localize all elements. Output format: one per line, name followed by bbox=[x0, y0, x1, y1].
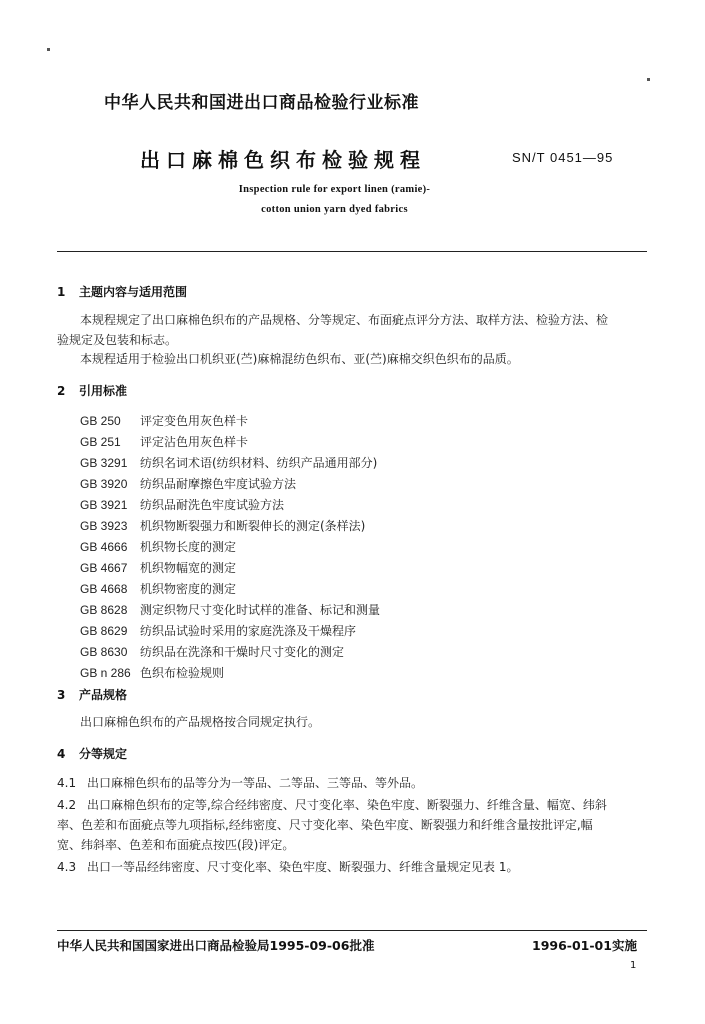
section-title: 分等规定 bbox=[79, 747, 128, 761]
reference-name: 纺织品在洗涤和干燥时尺寸变化的测定 bbox=[140, 645, 345, 659]
reference-code: GB 3921 bbox=[80, 498, 128, 512]
section-title: 产品规格 bbox=[79, 688, 128, 702]
section-1-heading bbox=[57, 283, 187, 300]
reference-code: GB 250 bbox=[80, 414, 121, 428]
reference-name: 机织物幅宽的测定 bbox=[140, 561, 237, 575]
reference-name: 纺织品耐洗色牢度试验方法 bbox=[140, 498, 285, 512]
reference-name: 纺织品耐摩擦色牢度试验方法 bbox=[140, 477, 297, 491]
clause-number: 4.1 bbox=[57, 776, 77, 790]
reference-code: GB 251 bbox=[80, 435, 121, 449]
section-number: 1 bbox=[57, 285, 66, 299]
reference-code: GB 3923 bbox=[80, 519, 128, 533]
english-title-line-1: Inspection rule for export linen (ramie)- bbox=[238, 184, 431, 195]
clause-4-2-line-3: 宽、纬斜率、色差和布面疵点按匹(段)评定。 bbox=[57, 838, 295, 852]
clause-4-2-line-1 bbox=[57, 796, 607, 813]
reference-name: 纺织品试验时采用的家庭洗涤及干燥程序 bbox=[140, 624, 357, 638]
reference-name: 测定织物尺寸变化时试样的准备、标记和测量 bbox=[140, 603, 381, 617]
section-number: 4 bbox=[57, 747, 66, 761]
reference-item bbox=[80, 580, 236, 597]
footer-divider bbox=[57, 930, 647, 931]
section-3-paragraph: 出口麻棉色织布的产品规格按合同规定执行。 bbox=[80, 715, 321, 729]
clause-4-2-line-2: 率、色差和布面疵点等九项指标,经纬密度、尺寸变化率、染色牢度、断裂强力和纤维含量按批评定,幅 bbox=[57, 818, 593, 832]
reference-code: GB 8629 bbox=[80, 624, 128, 638]
reference-item bbox=[80, 643, 344, 660]
reference-code: GB 3291 bbox=[80, 456, 128, 470]
clause-text: 出口一等品经纬密度、尺寸变化率、染色牢度、断裂强力、纤维含量规定见表 1。 bbox=[87, 860, 519, 874]
clause-4-1 bbox=[57, 774, 423, 791]
reference-item bbox=[80, 517, 365, 534]
scan-mark bbox=[647, 78, 650, 81]
reference-item bbox=[80, 412, 248, 429]
section-number: 2 bbox=[57, 384, 66, 398]
reference-code: GB n 286 bbox=[80, 666, 131, 680]
clause-number: 4.2 bbox=[57, 798, 77, 812]
reference-name: 机织物密度的测定 bbox=[140, 582, 237, 596]
reference-name: 机织物断裂强力和断裂伸长的测定(条样法) bbox=[140, 519, 366, 533]
scan-mark bbox=[47, 48, 50, 51]
reference-item bbox=[80, 664, 224, 681]
reference-item bbox=[80, 496, 284, 513]
reference-code: GB 3920 bbox=[80, 477, 128, 491]
clause-text: 出口麻棉色织布的定等,综合经纬密度、尺寸变化率、染色牢度、断裂强力、纤维含量、幅宽、纬斜 bbox=[87, 798, 607, 812]
reference-item bbox=[80, 475, 296, 492]
standard-code: SN/T 0451—95 bbox=[512, 150, 614, 165]
standard-organization: 中华人民共和国进出口商品检验行业标准 bbox=[104, 93, 419, 113]
implementation-date: 1996-01-01实施 bbox=[532, 938, 637, 953]
clause-number: 4.3 bbox=[57, 860, 77, 874]
reference-item bbox=[80, 622, 356, 639]
reference-code: GB 4667 bbox=[80, 561, 128, 575]
section-title: 引用标准 bbox=[79, 384, 128, 398]
reference-code: GB 8628 bbox=[80, 603, 128, 617]
reference-name: 评定变色用灰色样卡 bbox=[140, 414, 249, 428]
reference-name: 评定沾色用灰色样卡 bbox=[140, 435, 249, 449]
section-1-paragraph-2: 本规程适用于检验出口机织亚(苎)麻棉混纺色织布、亚(苎)麻棉交织色织布的品质。 bbox=[80, 352, 519, 366]
page-number: 1 bbox=[630, 960, 637, 971]
section-4-heading bbox=[57, 745, 127, 762]
section-number: 3 bbox=[57, 688, 66, 702]
clause-text: 出口麻棉色织布的品等分为一等品、二等品、三等品、等外品。 bbox=[87, 776, 424, 790]
english-title-line-2: cotton union yarn dyed fabrics bbox=[261, 204, 408, 215]
document-title: 出口麻棉色织布检验规程 bbox=[140, 148, 426, 172]
reference-name: 机织物长度的测定 bbox=[140, 540, 237, 554]
section-3-heading bbox=[57, 686, 127, 703]
section-2-heading bbox=[57, 382, 127, 399]
reference-item bbox=[80, 433, 248, 450]
approval-statement: 中华人民共和国国家进出口商品检验局1995-09-06批准 bbox=[57, 938, 375, 953]
reference-name: 色织布检验规则 bbox=[140, 666, 225, 680]
reference-code: GB 4666 bbox=[80, 540, 128, 554]
reference-name: 纺织名词术语(纺织材料、纺织产品通用部分) bbox=[140, 456, 378, 470]
clause-4-3 bbox=[57, 858, 518, 875]
section-title: 主题内容与适用范围 bbox=[79, 285, 188, 299]
reference-item bbox=[80, 538, 236, 555]
reference-item bbox=[80, 559, 236, 576]
reference-code: GB 4668 bbox=[80, 582, 128, 596]
header-divider bbox=[57, 251, 647, 252]
section-1-paragraph-1-line-1: 本规程规定了出口麻棉色织布的产品规格、分等规定、布面疵点评分方法、取样方法、检验方法、检 bbox=[80, 313, 609, 327]
reference-code: GB 8630 bbox=[80, 645, 128, 659]
reference-item bbox=[80, 454, 377, 471]
reference-item bbox=[80, 601, 380, 618]
section-1-paragraph-1-line-2: 验规定及包装和标志。 bbox=[57, 333, 178, 347]
